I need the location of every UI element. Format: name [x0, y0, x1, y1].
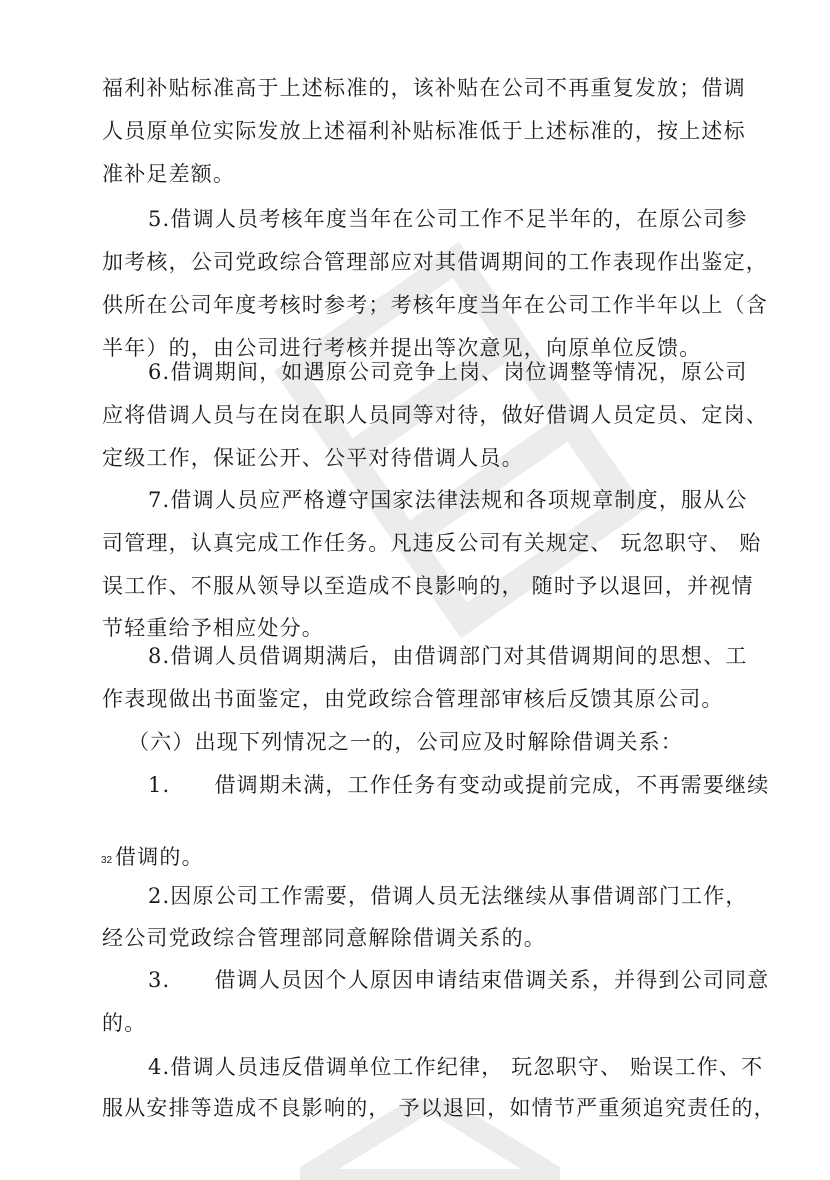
text-line: 节轻重给予相应处分。 — [102, 616, 324, 640]
text-line: 作表现做出书面鉴定，由党政综合管理部审核后反馈其原公司。 — [102, 687, 724, 711]
text-line: 7.借调人员应严格遵守国家法律法规和各项规章制度，服从公 — [148, 488, 748, 512]
text-line: 服从安排等造成不良影响的， 予以退回，如情节严重须追究责任的， — [102, 1096, 776, 1120]
list-item-3: 3. 借调人员因个人原因申请结束借调关系，并得到公司同意 — [148, 968, 770, 992]
text-line: 加考核，公司党政综合管理部应对其借调期间的工作表现作出鉴定， — [102, 250, 768, 274]
text-line: 定级工作，保证公开、公平对待借调人员。 — [102, 446, 524, 470]
text-line: 5.借调人员考核年度当年在公司工作不足半年的，在原公司参 — [148, 207, 748, 231]
text-line: 的。 — [102, 1011, 147, 1035]
page-number: 32 — [101, 855, 113, 866]
list-marker: 3. — [148, 968, 171, 992]
text-line: 司管理，认真完成工作任务。凡违反公司有关规定、 玩忽职守、 贻 — [102, 531, 762, 555]
text-line: 人员原单位实际发放上述福利补贴标准低于上述标准的，按上述标 — [102, 119, 746, 143]
text-line: 误工作、不服从领导以至造成不良影响的， 随时予以退回，并视情 — [102, 574, 754, 598]
text-line: 福利补贴标准高于上述标准的，该补贴在公司不再重复发放；借调 — [102, 76, 746, 100]
text-line: 供所在公司年度考核时参考；考核年度当年在公司工作半年以上（含 — [102, 293, 768, 317]
section-heading: （六）出现下列情况之一的，公司应及时解除借调关系： — [128, 730, 683, 754]
list-item-1: 1. 借调期未满，工作任务有变动或提前完成，不再需要继续 — [148, 773, 770, 797]
text-line: 半年）的，由公司进行考核并提出等次意见，向原单位反馈。 — [102, 336, 702, 360]
text-line: 借调的。 — [115, 845, 204, 869]
text-line: 准补足差额。 — [102, 162, 236, 186]
text-line: 经公司党政综合管理部同意解除借调关系的。 — [102, 926, 546, 950]
text-line: 4.借调人员违反借调单位工作纪律， 玩忽职守、 贻误工作、不 — [148, 1055, 764, 1079]
text-line: 2.因原公司工作需要，借调人员无法继续从事借调部门工作， — [148, 884, 748, 908]
list-marker: 1. — [148, 773, 171, 797]
text-line: 应将借调人员与在岗在职人员同等对待，做好借调人员定员、定岗、 — [102, 403, 768, 427]
text-line: 8.借调人员借调期满后，由借调部门对其借调期间的思想、工 — [148, 644, 748, 668]
text-line: 6.借调期间，如遇原公司竞争上岗、岗位调整等情况，原公司 — [148, 360, 748, 384]
